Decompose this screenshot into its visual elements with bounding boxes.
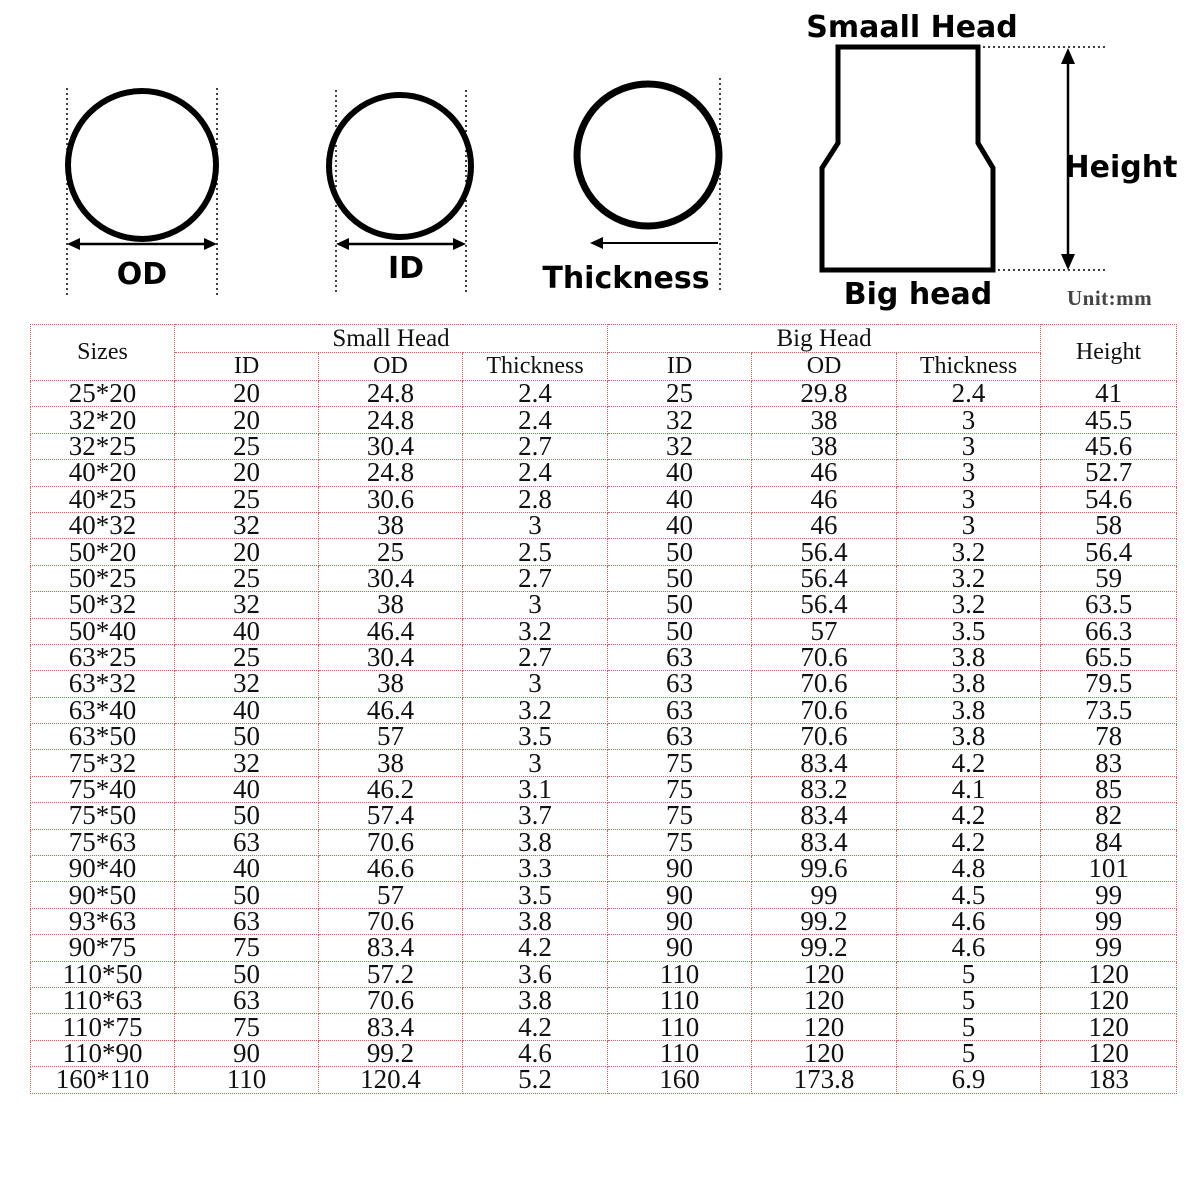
height-label: Height: [1064, 150, 1178, 185]
size-cell: 40*32: [31, 512, 175, 538]
table-row: [31, 407, 1177, 433]
big-thickness-cell: 4.5: [897, 882, 1041, 908]
size-cell: 32*25: [31, 433, 175, 459]
od-diagram: [67, 88, 217, 295]
big-thickness-cell: 5: [897, 1014, 1041, 1040]
big-thickness-cell: 3.5: [897, 618, 1041, 644]
table-row: [31, 644, 1177, 670]
small-head-od-header: OD: [319, 353, 463, 381]
big-od-cell: 38: [752, 407, 897, 433]
table-subheader-row: [31, 353, 1177, 381]
height-cell: 45.6: [1041, 433, 1177, 459]
table-row: [31, 1014, 1177, 1040]
size-cell: 110*63: [31, 987, 175, 1013]
small-id-cell: 32: [175, 592, 319, 618]
small-thickness-cell: 3.7: [463, 803, 608, 829]
big-od-cell: 56.4: [752, 539, 897, 565]
big-id-cell: 160: [608, 1067, 752, 1093]
big-od-cell: 99.2: [752, 908, 897, 934]
small-id-cell: 50: [175, 961, 319, 987]
big-od-cell: 83.4: [752, 803, 897, 829]
big-thickness-cell: 3.2: [897, 565, 1041, 591]
big-od-cell: 70.6: [752, 671, 897, 697]
small-thickness-cell: 2.7: [463, 433, 608, 459]
height-cell: 78: [1041, 724, 1177, 750]
big-thickness-cell: 3: [897, 512, 1041, 538]
big-thickness-cell: 3: [897, 433, 1041, 459]
small-id-cell: 20: [175, 539, 319, 565]
height-cell: 83: [1041, 750, 1177, 776]
small-id-cell: 50: [175, 882, 319, 908]
small-od-cell: 70.6: [319, 908, 463, 934]
small-thickness-cell: 3: [463, 512, 608, 538]
big-thickness-cell: 5: [897, 1040, 1041, 1066]
small-thickness-cell: 3.2: [463, 697, 608, 723]
big-id-cell: 50: [608, 565, 752, 591]
big-id-cell: 110: [608, 1040, 752, 1066]
small-od-cell: 30.6: [319, 486, 463, 512]
table-row: [31, 460, 1177, 486]
big-thickness-cell: 3: [897, 460, 1041, 486]
size-cell: 110*90: [31, 1040, 175, 1066]
table-row: [31, 908, 1177, 934]
big-od-cell: 173.8: [752, 1067, 897, 1093]
big-id-cell: 63: [608, 671, 752, 697]
big-head-header: Big Head: [608, 325, 1041, 353]
small-thickness-cell: 4.6: [463, 1040, 608, 1066]
small-thickness-cell: 3.8: [463, 987, 608, 1013]
small-od-cell: 24.8: [319, 407, 463, 433]
small-id-cell: 25: [175, 433, 319, 459]
table-row: [31, 724, 1177, 750]
big-thickness-cell: 3.8: [897, 724, 1041, 750]
small-od-cell: 57.2: [319, 961, 463, 987]
big-id-cell: 75: [608, 829, 752, 855]
big-od-cell: 70.6: [752, 724, 897, 750]
height-cell: 79.5: [1041, 671, 1177, 697]
small-od-cell: 57: [319, 724, 463, 750]
height-cell: 82: [1041, 803, 1177, 829]
big-thickness-cell: 4.2: [897, 750, 1041, 776]
big-od-cell: 38: [752, 433, 897, 459]
small-od-cell: 24.8: [319, 460, 463, 486]
height-cell: 52.7: [1041, 460, 1177, 486]
big-thickness-cell: 4.6: [897, 908, 1041, 934]
small-id-cell: 20: [175, 407, 319, 433]
big-thickness-cell: 3.2: [897, 539, 1041, 565]
unit-label: Unit:mm: [1067, 286, 1153, 310]
size-cell: 90*75: [31, 935, 175, 961]
small-od-cell: 70.6: [319, 829, 463, 855]
height-cell: 101: [1041, 856, 1177, 882]
big-od-cell: 29.8: [752, 381, 897, 407]
big-id-cell: 110: [608, 961, 752, 987]
big-od-cell: 83.4: [752, 750, 897, 776]
big-od-cell: 46: [752, 512, 897, 538]
small-id-cell: 50: [175, 724, 319, 750]
small-od-cell: 70.6: [319, 987, 463, 1013]
big-od-cell: 83.4: [752, 829, 897, 855]
big-od-cell: 70.6: [752, 697, 897, 723]
big-id-cell: 90: [608, 856, 752, 882]
big-thickness-cell: 3.2: [897, 592, 1041, 618]
small-thickness-cell: 3: [463, 750, 608, 776]
height-cell: 45.5: [1041, 407, 1177, 433]
small-od-cell: 24.8: [319, 381, 463, 407]
small-od-cell: 38: [319, 512, 463, 538]
small-od-cell: 46.4: [319, 618, 463, 644]
table-row: [31, 381, 1177, 407]
big-id-cell: 90: [608, 882, 752, 908]
big-head-label: Big head: [843, 277, 993, 312]
size-cell: 50*20: [31, 539, 175, 565]
table-header-row: [31, 325, 1177, 353]
small-thickness-cell: 3: [463, 671, 608, 697]
table-row: [31, 433, 1177, 459]
small-thickness-cell: 2.4: [463, 381, 608, 407]
small-od-cell: 38: [319, 671, 463, 697]
height-cell: 183: [1041, 1067, 1177, 1093]
big-id-cell: 63: [608, 724, 752, 750]
small-id-cell: 40: [175, 856, 319, 882]
height-cell: 99: [1041, 935, 1177, 961]
height-cell: 66.3: [1041, 618, 1177, 644]
small-id-cell: 32: [175, 671, 319, 697]
height-cell: 65.5: [1041, 644, 1177, 670]
size-cell: 75*40: [31, 776, 175, 802]
big-od-cell: 120: [752, 1040, 897, 1066]
big-id-cell: 50: [608, 592, 752, 618]
big-thickness-cell: 4.8: [897, 856, 1041, 882]
size-cell: 63*40: [31, 697, 175, 723]
big-id-cell: 40: [608, 460, 752, 486]
thickness-diagram: [542, 78, 720, 296]
big-thickness-cell: 4.2: [897, 803, 1041, 829]
od-label: OD: [116, 257, 168, 292]
small-od-cell: 57: [319, 882, 463, 908]
big-id-cell: 110: [608, 1014, 752, 1040]
big-thickness-cell: 5: [897, 987, 1041, 1013]
small-od-cell: 38: [319, 750, 463, 776]
small-id-cell: 25: [175, 486, 319, 512]
small-id-cell: 20: [175, 460, 319, 486]
id-arrowhead-left: [336, 238, 349, 250]
table-row: [31, 697, 1177, 723]
table-row: [31, 512, 1177, 538]
table-body: [31, 381, 1177, 1094]
height-cell: 120: [1041, 961, 1177, 987]
big-od-cell: 120: [752, 1014, 897, 1040]
size-cell: 63*50: [31, 724, 175, 750]
size-cell: 90*50: [31, 882, 175, 908]
height-cell: 56.4: [1041, 539, 1177, 565]
small-od-cell: 120.4: [319, 1067, 463, 1093]
small-id-cell: 75: [175, 935, 319, 961]
od-circle: [68, 91, 216, 239]
table-row: [31, 671, 1177, 697]
big-id-cell: 63: [608, 644, 752, 670]
big-thickness-cell: 3.8: [897, 644, 1041, 670]
big-id-cell: 25: [608, 381, 752, 407]
big-od-cell: 83.2: [752, 776, 897, 802]
big-od-cell: 99.6: [752, 856, 897, 882]
big-thickness-cell: 4.1: [897, 776, 1041, 802]
big-id-cell: 75: [608, 750, 752, 776]
size-cell: 63*32: [31, 671, 175, 697]
thickness-label: Thickness: [542, 261, 710, 296]
small-thickness-cell: 2.7: [463, 565, 608, 591]
height-arrowhead-bottom: [1061, 254, 1075, 270]
big-id-cell: 40: [608, 512, 752, 538]
small-id-cell: 40: [175, 776, 319, 802]
big-od-cell: 99.2: [752, 935, 897, 961]
big-thickness-cell: 5: [897, 961, 1041, 987]
big-od-cell: 46: [752, 486, 897, 512]
small-od-cell: 30.4: [319, 433, 463, 459]
big-od-cell: 120: [752, 987, 897, 1013]
small-thickness-cell: 3.5: [463, 882, 608, 908]
small-od-cell: 57.4: [319, 803, 463, 829]
big-thickness-cell: 6.9: [897, 1067, 1041, 1093]
big-od-cell: 56.4: [752, 565, 897, 591]
small-thickness-cell: 4.2: [463, 1014, 608, 1040]
reducer-outline: [822, 47, 993, 270]
od-arrowhead-right: [204, 238, 217, 250]
table-row: [31, 803, 1177, 829]
table-row: [31, 856, 1177, 882]
size-cell: 90*40: [31, 856, 175, 882]
big-od-cell: 99: [752, 882, 897, 908]
size-cell: 40*25: [31, 486, 175, 512]
height-cell: 59: [1041, 565, 1177, 591]
big-id-cell: 90: [608, 908, 752, 934]
small-thickness-cell: 2.4: [463, 407, 608, 433]
height-cell: 41: [1041, 381, 1177, 407]
small-id-cell: 32: [175, 512, 319, 538]
small-id-cell: 110: [175, 1067, 319, 1093]
thickness-circle: [577, 84, 719, 226]
small-id-cell: 63: [175, 987, 319, 1013]
height-arrowhead-top: [1061, 48, 1075, 64]
size-cell: 75*63: [31, 829, 175, 855]
big-id-cell: 50: [608, 539, 752, 565]
small-thickness-cell: 3: [463, 592, 608, 618]
small-head-header: Small Head: [175, 325, 608, 353]
small-thickness-cell: 4.2: [463, 935, 608, 961]
small-id-cell: 32: [175, 750, 319, 776]
small-head-id-header: ID: [175, 353, 319, 381]
size-cell: 110*50: [31, 961, 175, 987]
size-table: [30, 324, 1177, 1094]
big-id-cell: 110: [608, 987, 752, 1013]
big-thickness-cell: 3.8: [897, 671, 1041, 697]
small-thickness-cell: 5.2: [463, 1067, 608, 1093]
table-row: [31, 592, 1177, 618]
big-thickness-cell: 3.8: [897, 697, 1041, 723]
table-row: [31, 618, 1177, 644]
table-row: [31, 750, 1177, 776]
small-od-cell: 46.4: [319, 697, 463, 723]
small-od-cell: 99.2: [319, 1040, 463, 1066]
size-cell: 63*25: [31, 644, 175, 670]
sizes-header: Sizes: [31, 325, 175, 381]
small-id-cell: 40: [175, 618, 319, 644]
big-od-cell: 57: [752, 618, 897, 644]
table-row: [31, 565, 1177, 591]
big-thickness-cell: 4.2: [897, 829, 1041, 855]
small-id-cell: 25: [175, 644, 319, 670]
big-head-thickness-header: Thickness: [897, 353, 1041, 381]
small-od-cell: 30.4: [319, 644, 463, 670]
table-row: [31, 539, 1177, 565]
size-cell: 110*75: [31, 1014, 175, 1040]
thickness-arrowhead: [590, 237, 603, 249]
small-thickness-cell: 3.6: [463, 961, 608, 987]
small-thickness-cell: 3.2: [463, 618, 608, 644]
small-thickness-cell: 3.8: [463, 829, 608, 855]
reducer-diagram: [806, 10, 1177, 312]
table-row: [31, 935, 1177, 961]
size-cell: 25*20: [31, 381, 175, 407]
size-cell: 93*63: [31, 908, 175, 934]
small-id-cell: 40: [175, 697, 319, 723]
table-row: [31, 829, 1177, 855]
id-arrowhead-right: [453, 238, 466, 250]
big-thickness-cell: 2.4: [897, 381, 1041, 407]
big-head-id-header: ID: [608, 353, 752, 381]
height-cell: 120: [1041, 1040, 1177, 1066]
small-od-cell: 83.4: [319, 935, 463, 961]
small-id-cell: 75: [175, 1014, 319, 1040]
big-id-cell: 40: [608, 486, 752, 512]
big-id-cell: 75: [608, 803, 752, 829]
height-cell: 99: [1041, 882, 1177, 908]
height-cell: 99: [1041, 908, 1177, 934]
small-od-cell: 83.4: [319, 1014, 463, 1040]
small-id-cell: 90: [175, 1040, 319, 1066]
big-od-cell: 46: [752, 460, 897, 486]
height-cell: 58: [1041, 512, 1177, 538]
big-id-cell: 90: [608, 935, 752, 961]
id-diagram: [329, 90, 471, 295]
table-row: [31, 987, 1177, 1013]
height-cell: 54.6: [1041, 486, 1177, 512]
big-thickness-cell: 3: [897, 486, 1041, 512]
small-head-label: Smaall Head: [806, 10, 1018, 45]
big-id-cell: 63: [608, 697, 752, 723]
big-id-cell: 32: [608, 407, 752, 433]
dimension-diagram: [0, 0, 1194, 320]
small-thickness-cell: 3.1: [463, 776, 608, 802]
height-cell: 120: [1041, 1014, 1177, 1040]
small-id-cell: 63: [175, 908, 319, 934]
size-cell: 75*50: [31, 803, 175, 829]
small-thickness-cell: 3.3: [463, 856, 608, 882]
table-row: [31, 882, 1177, 908]
size-cell: 50*32: [31, 592, 175, 618]
small-od-cell: 30.4: [319, 565, 463, 591]
small-od-cell: 38: [319, 592, 463, 618]
size-cell: 50*40: [31, 618, 175, 644]
table-row: [31, 486, 1177, 512]
size-cell: 50*25: [31, 565, 175, 591]
table-row: [31, 961, 1177, 987]
id-label: ID: [387, 251, 425, 286]
big-thickness-cell: 4.6: [897, 935, 1041, 961]
small-od-cell: 46.2: [319, 776, 463, 802]
height-cell: 84: [1041, 829, 1177, 855]
size-cell: 160*110: [31, 1067, 175, 1093]
size-cell: 40*20: [31, 460, 175, 486]
size-cell: 32*20: [31, 407, 175, 433]
big-od-cell: 120: [752, 961, 897, 987]
height-cell: 85: [1041, 776, 1177, 802]
table-row: [31, 1040, 1177, 1066]
height-header: Height: [1041, 325, 1177, 381]
table-row: [31, 1067, 1177, 1093]
small-od-cell: 25: [319, 539, 463, 565]
small-id-cell: 50: [175, 803, 319, 829]
small-thickness-cell: 2.4: [463, 460, 608, 486]
big-od-cell: 70.6: [752, 644, 897, 670]
size-cell: 75*32: [31, 750, 175, 776]
small-id-cell: 20: [175, 381, 319, 407]
small-id-cell: 63: [175, 829, 319, 855]
big-od-cell: 56.4: [752, 592, 897, 618]
small-id-cell: 25: [175, 565, 319, 591]
big-head-od-header: OD: [752, 353, 897, 381]
big-thickness-cell: 3: [897, 407, 1041, 433]
height-cell: 120: [1041, 987, 1177, 1013]
height-cell: 63.5: [1041, 592, 1177, 618]
small-thickness-cell: 2.7: [463, 644, 608, 670]
small-thickness-cell: 3.8: [463, 908, 608, 934]
big-id-cell: 75: [608, 776, 752, 802]
id-circle: [329, 95, 471, 237]
table-row: [31, 776, 1177, 802]
big-id-cell: 50: [608, 618, 752, 644]
small-thickness-cell: 3.5: [463, 724, 608, 750]
small-thickness-cell: 2.5: [463, 539, 608, 565]
small-head-thickness-header: Thickness: [463, 353, 608, 381]
od-arrowhead-left: [67, 238, 80, 250]
small-thickness-cell: 2.8: [463, 486, 608, 512]
small-od-cell: 46.6: [319, 856, 463, 882]
height-cell: 73.5: [1041, 697, 1177, 723]
big-id-cell: 32: [608, 433, 752, 459]
